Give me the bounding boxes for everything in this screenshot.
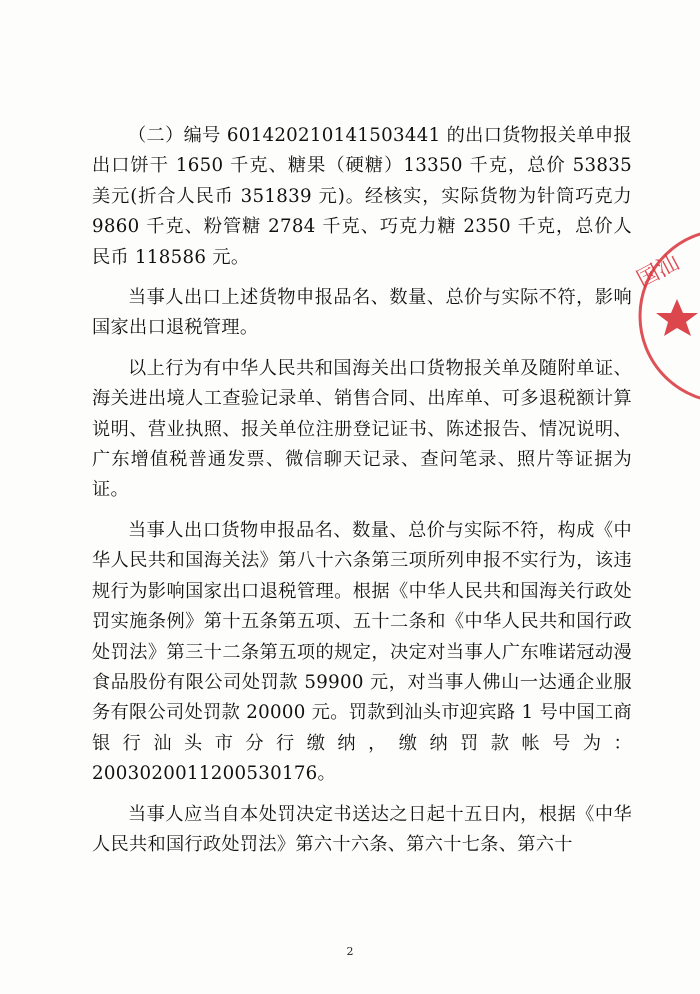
- paragraph-appeal-notice: 当事人应当自本处罚决定书送达之日起十五日内，根据《中华人民共和国行政处罚法》第六十六条、第六十七条、第六十: [92, 803, 632, 855]
- page-number: 2: [346, 945, 354, 958]
- document-body: [92, 121, 632, 870]
- official-seal: [614, 232, 700, 400]
- seal-text: 国汕: [632, 250, 684, 293]
- paragraph-item-details: （二）编号 601420210141503441 的出口货物报关单申报出口饼干 1650 千克、糖果（硬糖）13350 千克，总价 53835 美元(折合人民币 351839 元)。经核实，实际货物为针筒巧克力 9860 千克、粉管糖 2784 千克、巧克力糖 2350 千克，总价人民币 118586 元。: [92, 125, 632, 268]
- paragraph-evidence: 以上行为有中华人民共和国海关出口货物报关单及随附单证、海关进出境人工查验记录单、销售合同、出库单、可多退税额计算说明、营业执照、报关单位注册登记证书、陈述报告、情况说明、广东增值税普通发票、微信聊天记录、查问笔录、照片等证据为证。: [92, 357, 632, 501]
- paragraph-mismatch-impact: 当事人出口上述货物申报品名、数量、总价与实际不符，影响国家出口退税管理。: [92, 287, 632, 339]
- paragraph-penalty-decision: 当事人出口货物申报品名、数量、总价与实际不符，构成《中华人民共和国海关法》第八十六条第三项所列申报不实行为，该违规行为影响国家出口退税管理。根据《中华人民共和国海关行政处罚实施条例》第十五条第五项、五十二条和《中华人民共和国行政处罚法》第三十二条第五项的规定，决定对当事人广东唯诺冠动漫食品股份有限公司处罚款 59900 元，对当事人佛山一达通企业服务有限公司处罚款 20000 元。罚款到汕头市迎宾路 1 号中国工商银行汕头市分行缴纳，缴纳罚款帐号为：2003020011200530176。: [92, 519, 632, 785]
- seal-graphic: [614, 232, 700, 400]
- star-icon: [656, 299, 698, 336]
